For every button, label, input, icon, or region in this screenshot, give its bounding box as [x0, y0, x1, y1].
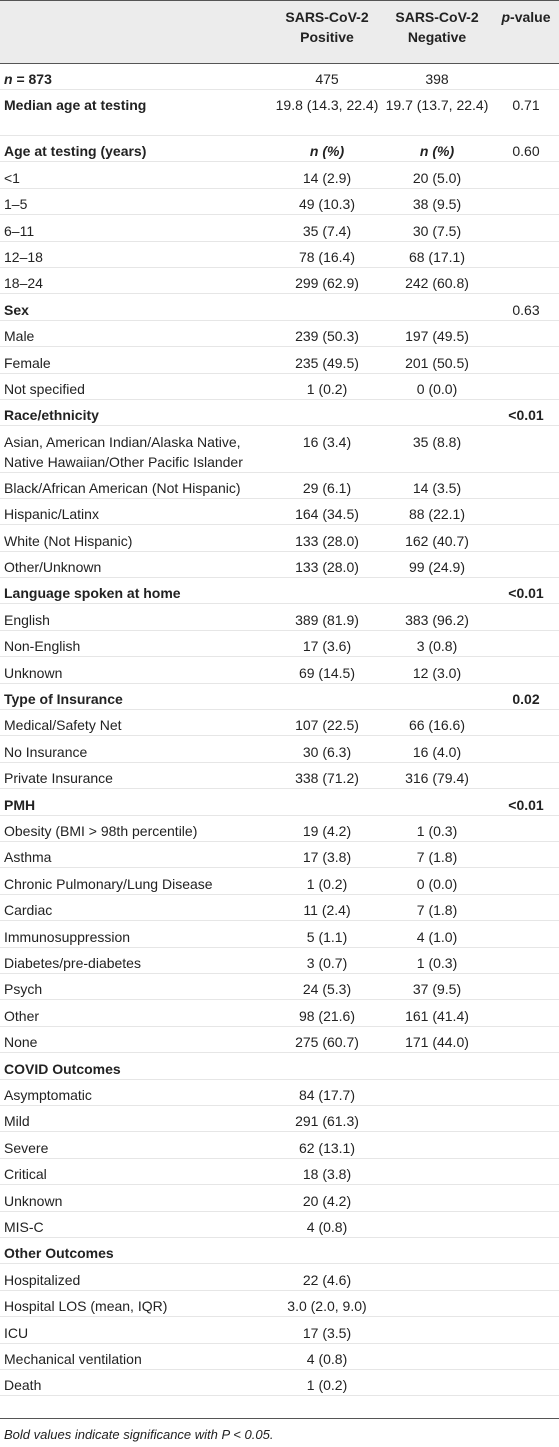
table-row: [0, 790, 559, 816]
cell-positive: 275 (60.7): [295, 1034, 359, 1051]
cell-positive: 35 (7.4): [302, 222, 352, 239]
row-label: Cardiac: [4, 902, 53, 919]
row-label: No Insurance: [4, 743, 88, 760]
table-bottom-rule: [0, 1418, 559, 1419]
table-row: [0, 427, 559, 473]
cell-negative: 0 (0.0): [416, 875, 458, 892]
table-row: [0, 842, 559, 868]
cell-p-value: 0.71: [512, 97, 540, 114]
cell-positive: 30 (6.3): [302, 743, 352, 760]
row-label: Other: [4, 1007, 40, 1024]
table-row: [0, 605, 559, 631]
row-label: Male: [4, 328, 35, 345]
row-label: Type of Insurance: [4, 691, 123, 707]
row-label-rest: = 873: [12, 71, 52, 87]
cell-p-value: <0.01: [508, 585, 544, 602]
table-row: [0, 1001, 559, 1027]
cell-negative: 0 (0.0): [416, 381, 458, 397]
cell-positive: 3 (0.7): [306, 955, 348, 971]
cell-positive: 22 (4.6): [302, 1271, 352, 1288]
row-label: Mechanical ventilation: [4, 1351, 142, 1367]
table-row: [0, 1238, 559, 1264]
table-row: [0, 1291, 559, 1317]
table-row: [0, 268, 559, 294]
cell-negative: 66 (16.6): [408, 717, 466, 734]
table-row: [0, 631, 559, 657]
cell-positive: 291 (61.3): [295, 1113, 359, 1130]
cell-positive: 4 (0.8): [306, 1351, 348, 1367]
row-label: 1–5: [4, 196, 28, 213]
header-negative: [385, 7, 489, 47]
cell-positive: 24 (5.3): [302, 981, 352, 998]
row-label: Black/African American (Not Hispanic): [4, 479, 241, 496]
table-row: [0, 400, 559, 426]
row-label: Psych: [4, 981, 43, 998]
table-row: [0, 1344, 559, 1370]
row-label: Median age at testing: [4, 97, 147, 114]
cell-negative: 162 (40.7): [405, 532, 469, 549]
row-label: White (Not Hispanic): [4, 532, 133, 549]
row-label: [4, 69, 272, 89]
cell-negative: 1 (0.3): [416, 955, 458, 971]
table-row: [0, 163, 559, 189]
table-row: [0, 1212, 559, 1238]
table-row: [0, 737, 559, 763]
cell-negative: 197 (49.5): [405, 328, 469, 345]
table-row: [0, 1106, 559, 1132]
table-row: [0, 948, 559, 974]
table-row: [0, 348, 559, 374]
cell-negative: 7 (1.8): [416, 902, 458, 919]
table-footnote: Bold values indicate significance with P < 0.05.: [4, 1427, 274, 1442]
table-row: [0, 552, 559, 578]
cell-negative: 68 (17.1): [408, 249, 466, 265]
row-label: Female: [4, 354, 51, 371]
cell-positive: 3.0 (2.0, 9.0): [287, 1298, 367, 1315]
row-label: Immunosuppression: [4, 928, 131, 945]
cell-negative: 7 (1.8): [416, 849, 458, 866]
row-label: Asthma: [4, 849, 52, 866]
cell-p-value: <0.01: [508, 407, 544, 424]
header-positive-line1: SARS-CoV-2: [285, 9, 369, 25]
cell-negative: 20 (5.0): [412, 169, 462, 186]
cell-p-value: <0.01: [508, 796, 544, 813]
table-row: [0, 710, 559, 736]
row-label: Death: [4, 1377, 42, 1394]
cell-positive: 62 (13.1): [298, 1139, 356, 1156]
row-label: Diabetes/pre-diabetes: [4, 955, 141, 971]
cell-negative: 3 (0.8): [416, 638, 458, 655]
cell-positive: 1 (0.2): [306, 1377, 348, 1394]
row-label: PMH: [4, 796, 36, 813]
row-label: Unknown: [4, 664, 63, 681]
cell-positive: 239 (50.3): [295, 328, 359, 345]
row-label: Private Insurance: [4, 770, 113, 787]
cell-negative: 16 (4.0): [412, 743, 462, 760]
row-label: Other/Unknown: [4, 559, 102, 575]
row-label: Critical: [4, 1166, 47, 1183]
header-p-letter: p: [501, 9, 511, 25]
cell-positive: 49 (10.3): [298, 196, 356, 213]
row-label: Asian, American Indian/Alaska Native, Native Hawaiian/Other Pacific Islander: [4, 433, 243, 470]
row-label: Language spoken at home: [4, 585, 181, 602]
table-row: [0, 295, 559, 321]
table-row: [0, 1080, 559, 1106]
table-row: [0, 473, 559, 499]
table-row: [0, 1265, 559, 1291]
cell-positive: 17 (3.8): [302, 849, 352, 866]
row-label: Obesity (BMI > 98th percentile): [4, 823, 198, 839]
row-label: Non-English: [4, 638, 81, 655]
cell-negative: 99 (24.9): [408, 559, 466, 575]
table-row: [0, 763, 559, 789]
cell-positive: 133 (28.0): [295, 559, 359, 575]
table-row: [0, 374, 559, 400]
row-label: 18–24: [4, 275, 43, 292]
cell-positive: 29 (6.1): [302, 479, 352, 496]
row-label: Hispanic/Latinx: [4, 506, 99, 523]
table-row: [0, 1159, 559, 1185]
row-label: Not specified: [4, 381, 85, 397]
cell-negative: 242 (60.8): [405, 275, 469, 292]
table-row: [0, 1027, 559, 1053]
table-header: [0, 0, 559, 64]
cell-negative: 19.7 (13.7, 22.4): [385, 97, 489, 114]
table-row: [0, 658, 559, 684]
header-p-value: [494, 7, 558, 27]
table-row: [0, 1133, 559, 1159]
cell-positive: 389 (81.9): [295, 611, 359, 628]
row-label: Chronic Pulmonary/Lung Disease: [4, 875, 213, 892]
table-row: [0, 578, 559, 604]
cell-negative: 30 (7.5): [412, 222, 462, 239]
table-row: [0, 1186, 559, 1212]
row-label-italic: n: [4, 71, 13, 87]
cell-negative: 1 (0.3): [416, 823, 458, 839]
cell-positive: 17 (3.6): [302, 638, 352, 655]
row-label: 6–11: [4, 222, 35, 239]
header-negative-line2: Negative: [407, 29, 467, 45]
cell-negative: 38 (9.5): [412, 196, 462, 213]
table-row: [0, 499, 559, 525]
cell-positive: 20 (4.2): [302, 1192, 352, 1209]
row-label: <1: [4, 169, 20, 186]
table-row: [0, 895, 559, 921]
table-row: [0, 90, 559, 136]
table-row: [0, 189, 559, 215]
cell-positive: 1 (0.2): [306, 875, 348, 892]
row-label: Asymptomatic: [4, 1087, 92, 1103]
cell-positive: 11 (2.4): [303, 902, 351, 919]
cell-positive: 84 (17.7): [298, 1087, 356, 1103]
row-label: None: [4, 1034, 38, 1051]
table-row: [0, 816, 559, 842]
table-row: [0, 136, 559, 162]
cell-negative: 398: [425, 71, 449, 87]
cell-positive: 16 (3.4): [302, 433, 352, 450]
cell-p-value: 0.60: [512, 143, 540, 160]
table-row: [0, 64, 559, 90]
row-label: Age at testing (years): [4, 143, 147, 160]
cell-positive: 19.8 (14.3, 22.4): [275, 97, 379, 114]
table-row: [0, 1370, 559, 1396]
cell-positive: 299 (62.9): [295, 275, 359, 292]
row-label: Hospital LOS (mean, IQR): [4, 1298, 168, 1315]
cell-negative: 4 (1.0): [416, 928, 458, 945]
cell-p-value: 0.02: [512, 691, 540, 707]
cell-negative: 12 (3.0): [412, 664, 462, 681]
cell-positive: 18 (3.8): [302, 1166, 352, 1183]
cell-p-value: 0.63: [512, 301, 540, 318]
cell-positive: 338 (71.2): [295, 770, 359, 787]
row-label: Unknown: [4, 1192, 63, 1209]
cell-negative: n (%): [419, 143, 455, 160]
row-label: COVID Outcomes: [4, 1060, 121, 1077]
cell-negative: 383 (96.2): [405, 611, 469, 628]
cell-positive: 107 (22.5): [295, 717, 359, 734]
table-row: [0, 526, 559, 552]
cell-positive: 133 (28.0): [295, 532, 359, 549]
row-label: Hospitalized: [4, 1271, 81, 1288]
header-positive: [275, 7, 379, 47]
table-row: [0, 216, 559, 242]
table-row: [0, 974, 559, 1000]
cell-negative: 171 (44.0): [405, 1034, 469, 1051]
header-positive-line2: Positive: [300, 29, 354, 45]
row-label: Medical/Safety Net: [4, 717, 122, 734]
header-p-suffix: -value: [510, 9, 551, 25]
header-negative-line1: SARS-CoV-2: [395, 9, 479, 25]
table-row: [0, 1318, 559, 1344]
table-row: [0, 321, 559, 347]
cell-negative: 35 (8.8): [412, 433, 462, 450]
cell-positive: 78 (16.4): [298, 249, 356, 265]
cell-positive: 1 (0.2): [306, 381, 348, 397]
cell-positive: 164 (34.5): [295, 506, 359, 523]
cell-negative: 201 (50.5): [405, 354, 469, 371]
cell-negative: 37 (9.5): [412, 981, 462, 998]
row-label: MIS-C: [4, 1219, 44, 1235]
cell-negative: 14 (3.5): [412, 479, 462, 496]
row-label: Severe: [4, 1139, 49, 1156]
table-row: [0, 1054, 559, 1080]
cell-positive: 4 (0.8): [306, 1219, 348, 1235]
cell-negative: 88 (22.1): [408, 506, 466, 523]
cell-positive: n (%): [309, 143, 345, 160]
row-label: Sex: [4, 301, 29, 318]
cell-positive: 5 (1.1): [306, 928, 348, 945]
cell-positive: 235 (49.5): [295, 354, 359, 371]
cell-positive: 17 (3.5): [302, 1324, 352, 1341]
table-row: [0, 922, 559, 948]
row-label: Mild: [4, 1113, 30, 1130]
cell-positive: 475: [315, 71, 339, 87]
row-label: ICU: [4, 1324, 29, 1341]
cell-positive: 14 (2.9): [302, 169, 352, 186]
row-label: 12–18: [4, 249, 43, 265]
cell-negative: 161 (41.4): [405, 1007, 469, 1024]
table-row: [0, 684, 559, 710]
cell-positive: 69 (14.5): [298, 664, 356, 681]
table-row: [0, 869, 559, 895]
row-label: Race/ethnicity: [4, 407, 99, 424]
row-label: Other Outcomes: [4, 1245, 114, 1262]
cell-positive: 19 (4.2): [302, 823, 352, 839]
table-row: [0, 242, 559, 268]
cell-negative: 316 (79.4): [405, 770, 469, 787]
row-label: English: [4, 611, 50, 628]
cell-positive: 98 (21.6): [298, 1007, 356, 1024]
